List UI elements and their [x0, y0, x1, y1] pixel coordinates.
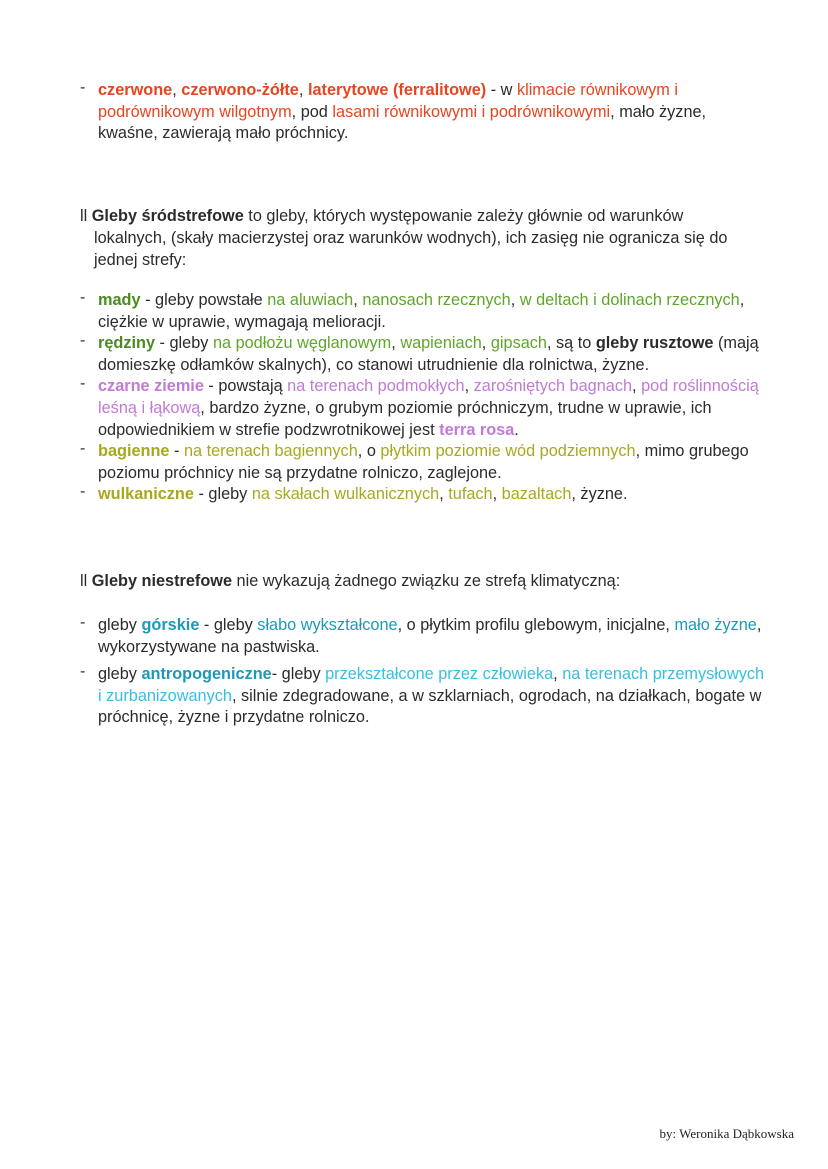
- term-wulkaniczne: wulkaniczne: [98, 485, 194, 504]
- intrazonal-heading: [80, 205, 760, 271]
- highlight-forests: lasami równikowymi i podrównikowymi: [332, 102, 611, 121]
- text: ,: [464, 377, 474, 396]
- zonal-soils-list: [80, 80, 770, 145]
- heading-text: [80, 205, 760, 271]
- text: , o: [357, 442, 381, 461]
- text: .: [514, 420, 519, 439]
- list-item-redziny: [80, 333, 770, 376]
- highlight: w deltach i dolinach rzecznych: [519, 291, 740, 309]
- text: - gleby powstałe: [140, 291, 268, 309]
- heading-description: to gleby, których występowanie zależy głównie od warunków lokalnych, (skały macierzystej oraz warunków wodnych), ich zasięg nie ogranicza się do jednej strefy:: [94, 207, 728, 269]
- bullet-dash: -: [80, 614, 86, 631]
- list-item-bagienne: [80, 441, 770, 484]
- text: ,: [481, 334, 491, 353]
- heading-description: nie wykazują żadnego związku ze strefą klimatyczną:: [232, 572, 621, 590]
- text: , pod: [291, 102, 333, 121]
- highlight: pod roślinnością leśną i łąkową: [98, 377, 759, 417]
- term-laterytowe: laterytowe (ferralitowe): [307, 81, 487, 99]
- author-signature: by: Weronika Dąbkowska: [659, 1126, 794, 1141]
- highlight: gipsach: [490, 334, 547, 353]
- highlight-climate: klimacie równikowym i podrównikowym wilgotnym: [98, 81, 678, 121]
- highlight: wapieniach: [400, 334, 482, 353]
- highlight: słabo wykształcone: [257, 616, 398, 634]
- text: - w: [486, 81, 517, 99]
- list-item-antropogeniczne: [80, 664, 770, 729]
- bullet-dash: -: [80, 483, 86, 501]
- text: ,: [353, 291, 363, 309]
- list-item-mady: [80, 290, 770, 333]
- text: ,: [632, 377, 642, 396]
- text: ,: [391, 334, 401, 353]
- text: , wykorzystywane na pastwiska.: [98, 616, 762, 656]
- text: , ciężkie w uprawie, wymagają melioracji.: [98, 291, 745, 331]
- highlight: na terenach przemysłowych i zurbanizowanych: [98, 665, 765, 705]
- term-antropogeniczne: antropogeniczne: [141, 665, 272, 684]
- text: - gleby: [271, 665, 326, 684]
- text: ,: [439, 485, 449, 504]
- highlight: nanosach rzecznych: [362, 291, 511, 309]
- text: (mają domieszkę odłamków skalnych), co stanowi utrudnienie dla rolnictwa, żyzne.: [98, 334, 759, 374]
- highlight: tufach: [448, 485, 493, 504]
- heading-title: Gleby niestrefowe: [91, 572, 233, 590]
- list-item-czerwone: [80, 80, 770, 145]
- term-gorskie: górskie: [141, 616, 200, 634]
- bullet-dash: -: [80, 289, 86, 306]
- term-bagienne: bagienne: [98, 442, 170, 461]
- list-item-wulkaniczne: [80, 484, 770, 506]
- highlight: na terenach bagiennych: [183, 442, 358, 461]
- list-item-gorskie: [80, 615, 770, 658]
- text: ,: [510, 291, 520, 309]
- text: ,: [172, 81, 182, 99]
- text: , bardzo żyzne, o grubym poziomie próchniczym, trudne w uprawie, ich odpowiednikiem w strefie podzwrotnikowej jest: [98, 398, 712, 439]
- bullet-dash: -: [80, 332, 86, 350]
- text: ,: [553, 665, 563, 684]
- term-czerwono-zolte: czerwono-żółte: [181, 81, 299, 99]
- text: - gleby: [155, 334, 213, 353]
- text: gleby: [98, 665, 142, 684]
- intrazonal-soils-list: [80, 290, 770, 506]
- term-terra-rosa: terra rosa: [439, 420, 515, 439]
- heading-prefix: ll: [80, 207, 92, 225]
- azonal-soils-list: [80, 615, 770, 729]
- text: - gleby: [199, 616, 258, 634]
- highlight: na skałach wulkanicznych: [251, 485, 440, 504]
- list-item-czarne-ziemie: [80, 376, 770, 441]
- text: gleby: [98, 616, 142, 634]
- text: , o płytkim profilu glebowym, inicjalne,: [397, 616, 675, 634]
- text: ,: [298, 81, 308, 99]
- text: , mimo grubego poziomu próchnicy nie są przydatne rolniczo, zaglejone.: [98, 442, 749, 482]
- azonal-heading: [80, 570, 760, 592]
- term-redziny: rędziny: [98, 334, 156, 353]
- bullet-dash: -: [80, 663, 86, 681]
- term-mady: mady: [98, 291, 141, 309]
- text: , żyzne.: [571, 485, 628, 504]
- term-czarne-ziemie: czarne ziemie: [98, 377, 204, 396]
- bullet-dash: -: [80, 440, 86, 458]
- heading-prefix: ll: [80, 572, 92, 590]
- heading-title: Gleby śródstrefowe: [91, 207, 244, 225]
- bullet-dash: -: [80, 375, 86, 393]
- text: - gleby: [193, 485, 252, 504]
- text: - powstają: [203, 377, 288, 396]
- highlight: płytkim poziomie wód podziemnych: [380, 442, 636, 461]
- highlight: na podłożu węglanowym: [212, 334, 392, 353]
- text: , są to: [546, 334, 596, 353]
- term-gleby-rusztowe: gleby rusztowe: [595, 334, 714, 353]
- highlight: przekształcone przez człowieka: [325, 665, 554, 684]
- highlight: zarośniętych bagnach: [473, 377, 633, 396]
- highlight: na terenach podmokłych: [287, 377, 465, 396]
- bullet-dash: -: [80, 79, 86, 96]
- highlight: mało żyzne: [674, 616, 757, 634]
- term-czerwone: czerwone: [98, 81, 173, 99]
- text: -: [169, 442, 184, 461]
- text: , silnie zdegradowane, a w szklarniach, ogrodach, na działkach, bogate w próchnicę, żyzne i przydatne rolniczo.: [98, 686, 762, 727]
- highlight: bazaltach: [501, 485, 572, 504]
- highlight: na aluwiach: [267, 291, 354, 309]
- text: , mało żyzne, kwaśne, zawierają mało próchnicy.: [98, 102, 707, 143]
- text: ,: [492, 485, 502, 504]
